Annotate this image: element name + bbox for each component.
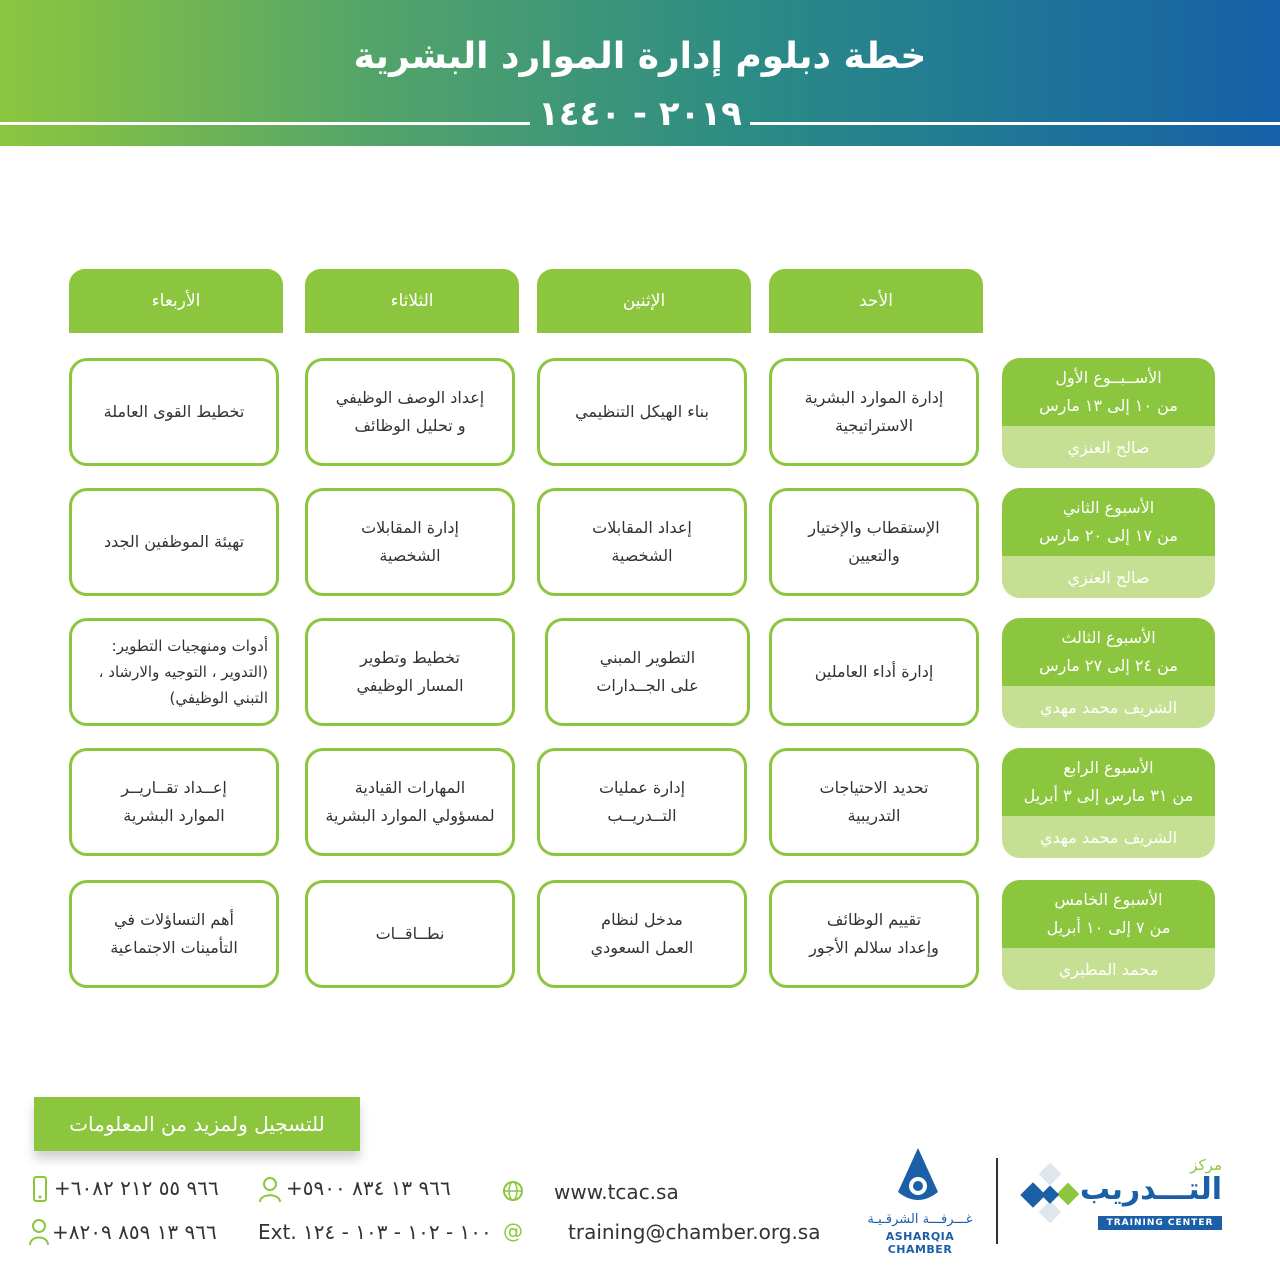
- session-w3-mon: التطوير المبني على الجــدارات: [545, 618, 750, 726]
- user-icon: [28, 1218, 50, 1252]
- week-label-4: [1002, 748, 1215, 858]
- week-trainer: صالح العنزي: [1002, 426, 1215, 468]
- center-label-big: التـــدريب: [1079, 1172, 1222, 1207]
- center-label-en: TRAINING CENTER: [1098, 1216, 1222, 1230]
- page-title: خطة دبلوم إدارة الموارد البشرية: [353, 36, 927, 77]
- header-rule-left: [0, 122, 530, 125]
- chamber-drop-icon: [894, 1146, 942, 1208]
- week-trainer: الشريف محمد مهدي: [1002, 686, 1215, 728]
- asharqia-chamber-logo: [856, 1146, 984, 1256]
- website-link[interactable]: www.tcac.sa: [554, 1180, 679, 1204]
- session-w4-sun: تحديد الاحتياجات التدريبية: [769, 748, 979, 856]
- week-dates: من ٢٤ إلى ٢٧ مارس: [1039, 656, 1178, 675]
- logo-divider: [996, 1158, 998, 1244]
- week-label-1: [1002, 358, 1215, 468]
- week-dates: من ٣١ مارس إلى ٣ أبريل: [1023, 786, 1194, 805]
- session-w5-wed: أهم التساؤلات في التأمينات الاجتماعية: [69, 880, 279, 988]
- session-w4-wed: إعــداد تقــاريــر الموارد البشرية: [69, 748, 279, 856]
- week-title: الأسبوع الرابع: [1063, 758, 1154, 777]
- week-title: الأســبــوع الأول: [1055, 368, 1162, 387]
- week-label-2: [1002, 488, 1215, 598]
- session-w3-wed: أدوات ومنهجيات التطوير: (التدوير ، التوجيه والارشاد ، التبني الوظيفي): [69, 618, 279, 726]
- chamber-name-en: ASHARQIA CHAMBER: [885, 1230, 955, 1256]
- header-banner: [0, 0, 1280, 146]
- week-dates: من ١٠ إلى ١٣ مارس: [1039, 396, 1178, 415]
- session-w1-mon: بناء الهيكل التنظيمي: [537, 358, 747, 466]
- registration-banner: للتسجيل ولمزيد من المعلومات: [34, 1097, 360, 1151]
- day-header-wednesday: الأربعاء: [69, 269, 283, 333]
- session-w2-tue: إدارة المقابلات الشخصية: [305, 488, 515, 596]
- week-dates: من ١٧ إلى ٢٠ مارس: [1039, 526, 1178, 545]
- header-rule-right: [750, 122, 1280, 125]
- header-year: ٢٠١٩ - ١٤٤٠: [538, 94, 742, 134]
- day-header-monday: الإثنين: [537, 269, 751, 333]
- training-center-diamonds-icon: [1016, 1162, 1088, 1226]
- chamber-name-ar: غـــرفـــة الشرقـيـة: [867, 1212, 973, 1227]
- mobile-icon: [32, 1175, 48, 1209]
- session-w5-tue: نطــاقــات: [305, 880, 515, 988]
- center-label-small: مركز: [1190, 1156, 1222, 1174]
- session-w3-tue: تخطيط وتطوير المسار الوظيفي: [305, 618, 515, 726]
- training-center-logo: [1016, 1152, 1228, 1242]
- week-trainer: محمد المطيري: [1002, 948, 1215, 990]
- session-w2-wed: تهيئة الموظفين الجدد: [69, 488, 279, 596]
- week-trainer: الشريف محمد مهدي: [1002, 816, 1215, 858]
- at-icon: @: [503, 1219, 523, 1243]
- email-link[interactable]: training@chamber.org.sa: [568, 1220, 821, 1244]
- session-w1-tue: إعداد الوصف الوظيفي و تحليل الوظائف: [305, 358, 515, 466]
- session-w1-sun: إدارة الموارد البشرية الاستراتيجية: [769, 358, 979, 466]
- session-w5-sun: تقييم الوظائف وإعداد سلالم الأجور: [769, 880, 979, 988]
- session-w2-mon: إعداد المقابلات الشخصية: [537, 488, 747, 596]
- week-label-3: [1002, 618, 1215, 728]
- session-w4-tue: المهارات القيادية لمسؤولي الموارد البشرية: [305, 748, 515, 856]
- week-title: الأسبوع الثاني: [1062, 498, 1155, 517]
- mobile-number[interactable]: +٩٦٦ ٥٥ ٢١٢ ٦٠٨٢: [54, 1176, 219, 1200]
- week-title: الأسبوع الخامس: [1054, 890, 1163, 909]
- week-dates: من ٧ إلى ١٠ أبريل: [1046, 918, 1171, 937]
- day-header-sunday: الأحد: [769, 269, 983, 333]
- session-w1-wed: تخطيط القوى العاملة: [69, 358, 279, 466]
- week-label-5: [1002, 880, 1215, 990]
- session-w3-sun: إدارة أداء العاملين: [769, 618, 979, 726]
- week-title: الأسبوع الثالث: [1061, 628, 1156, 647]
- user-phone-icon: [258, 1175, 284, 1209]
- phone-extensions: Ext. ١٠٠ - ١٠٢ - ١٠٣ - ١٢٤: [258, 1220, 492, 1244]
- session-w2-sun: الإستقطاب والإختيار والتعيين: [769, 488, 979, 596]
- phone-number-1[interactable]: +٩٦٦ ١٣ ٨٣٤ ٥٩٠٠: [286, 1176, 451, 1200]
- globe-icon: [502, 1180, 524, 1208]
- phone-number-2[interactable]: +٩٦٦ ١٣ ٨٥٩ ٨٢٠٩: [52, 1220, 217, 1244]
- session-w4-mon: إدارة عمليات التــدريــب: [537, 748, 747, 856]
- session-w5-mon: مدخل لنظام العمل السعودي: [537, 880, 747, 988]
- week-trainer: صالح العنزي: [1002, 556, 1215, 598]
- day-header-tuesday: الثلاثاء: [305, 269, 519, 333]
